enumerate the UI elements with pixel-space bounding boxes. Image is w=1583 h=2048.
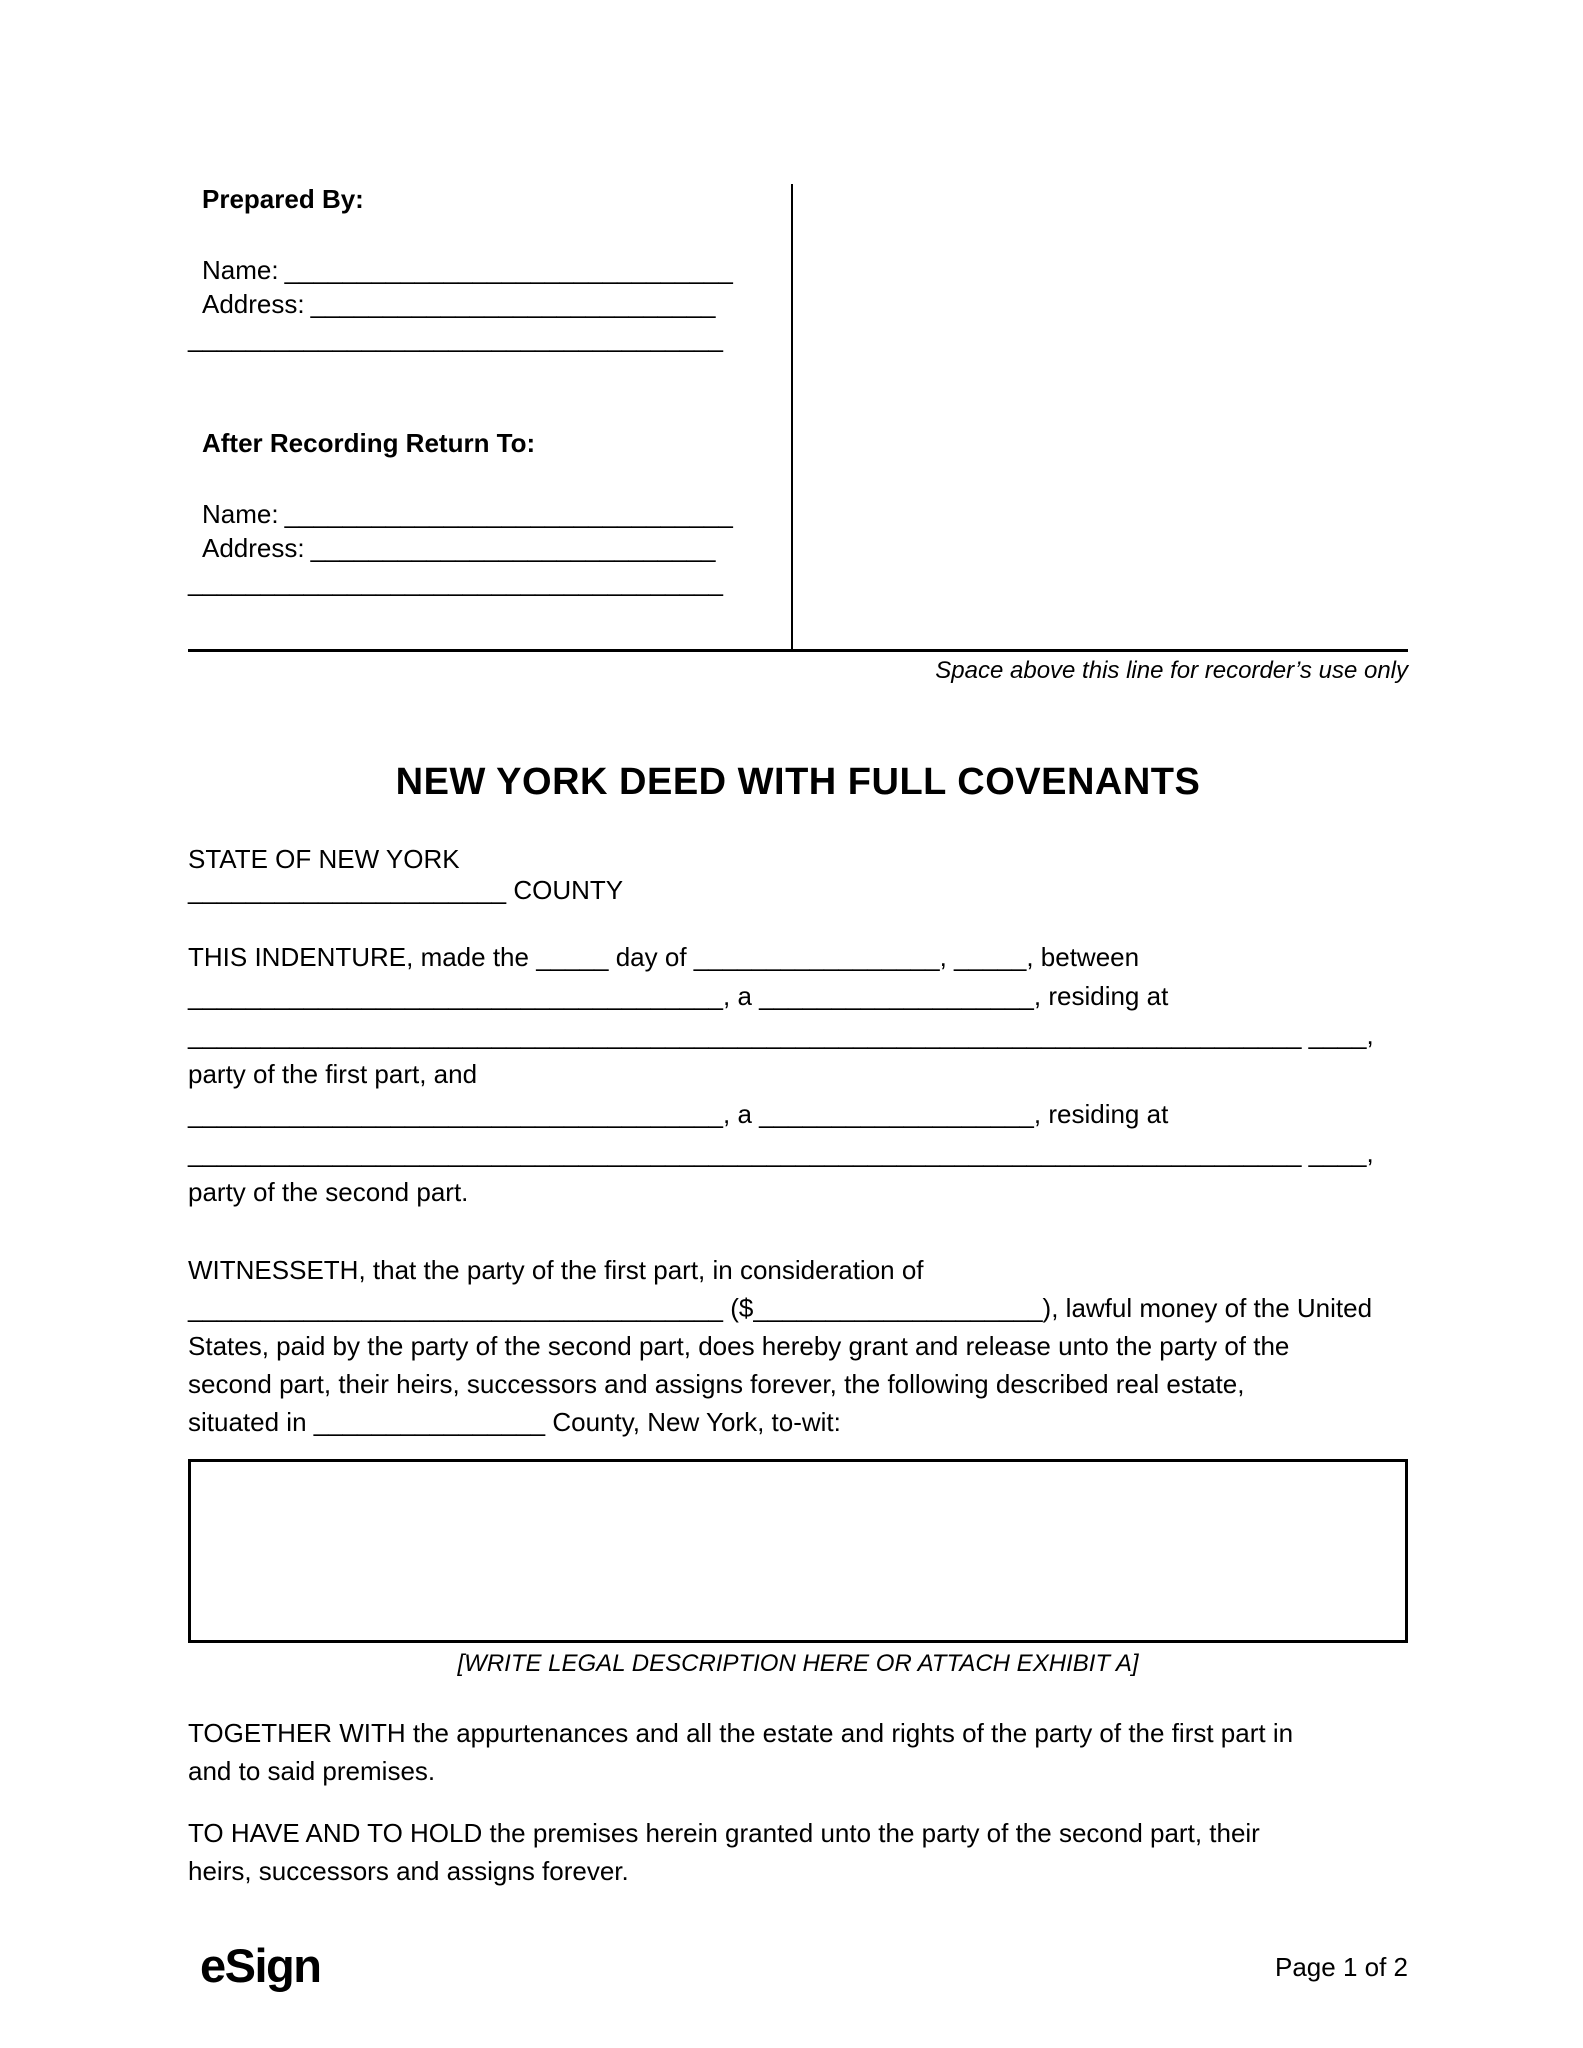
recorder-separator-rule (188, 649, 1408, 652)
indenture-line: _____________________________________, a ___________________, residing at (188, 981, 1169, 1011)
indenture-line: _____________________________________________________________________________ ____, (188, 1138, 1374, 1168)
address-label: Address: (202, 533, 305, 563)
address-blank-field: ____________________________ (310, 533, 716, 563)
page-indicator: Page 1 of 2 (1275, 1952, 1408, 1982)
indenture-line: THIS INDENTURE, made the _____ day of _________________, _____, between (188, 942, 1140, 972)
indenture-line: party of the second part. (188, 1177, 469, 1207)
legal-description-box (188, 1459, 1408, 1643)
prepared-by-name-row (202, 255, 733, 286)
address-blank-field: ____________________________ (310, 289, 716, 319)
witnesseth-line: situated in ________________ County, New York, to-wit: (188, 1407, 841, 1437)
indenture-line: _____________________________________, a ___________________, residing at (188, 1099, 1169, 1129)
return-to-extra-blank-field: _____________________________________ (188, 567, 724, 597)
state-line: STATE OF NEW YORK (188, 844, 460, 874)
address-label: Address: (202, 289, 305, 319)
witnesseth-line: WITNESSETH, that the party of the first part, in consideration of (188, 1255, 924, 1285)
name-blank-field: _______________________________ (284, 499, 733, 529)
name-label: Name: (202, 255, 279, 285)
habendum-clause-line: heirs, successors and assigns forever. (188, 1856, 629, 1886)
return-to-name-row (202, 499, 733, 530)
recorder-use-note: Space above this line for recorder’s use only (935, 657, 1408, 684)
together-clause-line: and to said premises. (188, 1756, 436, 1786)
witnesseth-line: second part, their heirs, successors and assigns forever, the following described real estate, (188, 1369, 1245, 1399)
prepared-by-address-row (202, 289, 716, 320)
prepared-by-heading: Prepared By: (202, 184, 364, 214)
name-label: Name: (202, 499, 279, 529)
return-to-heading: After Recording Return To: (202, 428, 536, 458)
witnesseth-line: States, paid by the party of the second part, does hereby grant and release unto the party of the (188, 1331, 1290, 1361)
legal-description-caption: [WRITE LEGAL DESCRIPTION HERE OR ATTACH EXHIBIT A] (457, 1650, 1139, 1677)
indenture-line: party of the first part, and (188, 1059, 478, 1089)
together-clause-line: TOGETHER WITH the appurtenances and all the estate and rights of the party of the first part in (188, 1718, 1294, 1748)
witnesseth-line: _____________________________________ ($____________________), lawful money of the United (188, 1293, 1373, 1323)
prepared-by-extra-blank-field: _____________________________________ (188, 323, 724, 353)
name-blank-field: _______________________________ (284, 255, 733, 285)
return-to-address-row (202, 533, 716, 564)
esign-logo: eSign (200, 1939, 321, 1992)
county-blank-line: ______________________ COUNTY (188, 875, 624, 905)
indenture-line: _____________________________________________________________________________ ____, (188, 1020, 1374, 1050)
recorder-divider-line (791, 184, 793, 649)
document-title: NEW YORK DEED WITH FULL COVENANTS (395, 761, 1201, 803)
habendum-clause-line: TO HAVE AND TO HOLD the premises herein granted unto the party of the second part, their (188, 1818, 1260, 1848)
